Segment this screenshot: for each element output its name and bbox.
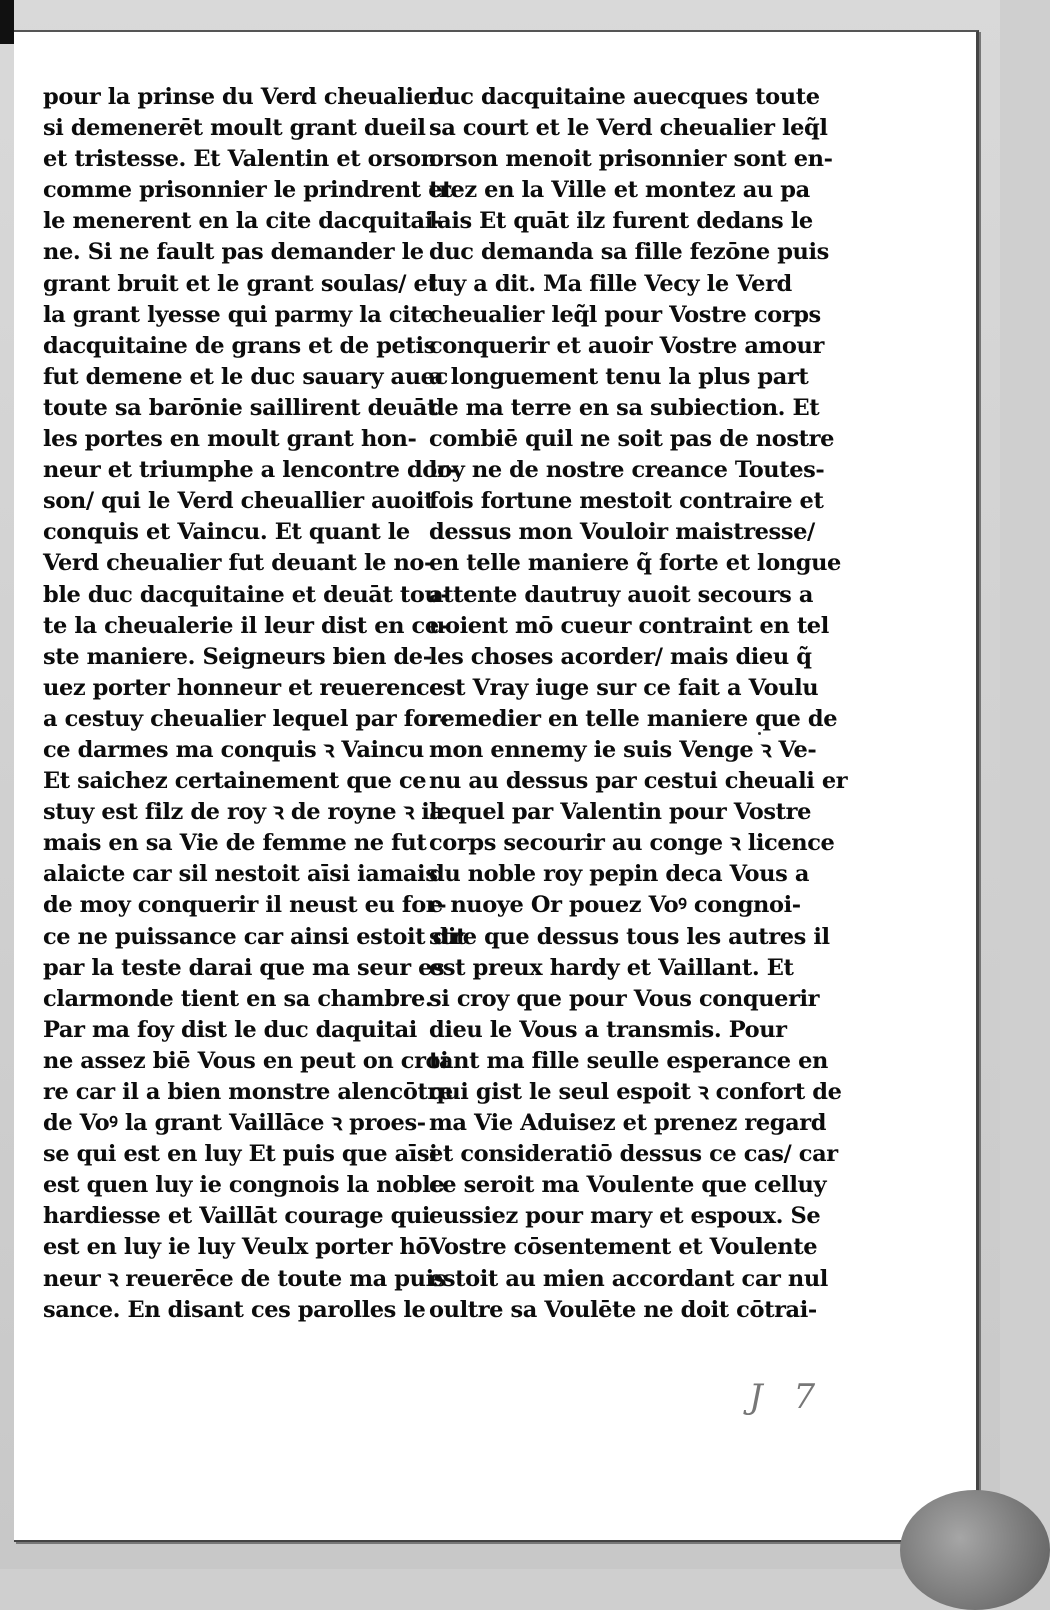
text-line: a longuement tenu la plus part bbox=[429, 363, 809, 390]
text-line: du noble roy pepin deca Vous a bbox=[429, 861, 810, 888]
text-line: luy a dit. Ma fille Vecy le Verd bbox=[429, 270, 792, 297]
text-line: stre que dessus tous les autres il bbox=[429, 923, 830, 950]
text-line: dieu le Vous a transmis. Pour bbox=[429, 1016, 787, 1043]
text-line: Verd cheualier fut deuant le no- bbox=[43, 550, 433, 577]
text-line: neur ꝛ reuerēce de toute ma puis bbox=[43, 1265, 446, 1292]
text-line: trez en la Ville et montez au pa bbox=[429, 177, 810, 204]
right-text-column bbox=[429, 82, 848, 1326]
text-line: est Vray iuge sur ce fait a Voulu bbox=[429, 674, 819, 701]
text-line: remedier en telle maniere que de bbox=[429, 705, 838, 732]
text-line: si croy que pour Vous conquerir bbox=[429, 985, 820, 1012]
text-line: nu au dessus par cestui cheuali er bbox=[429, 768, 848, 795]
text-line: re car il a bien monstre alencōtre bbox=[43, 1079, 453, 1105]
text-line: dacquitaine de grans et de petis bbox=[43, 332, 436, 359]
text-line: est en luy ie luy Veulx porter hō bbox=[43, 1234, 431, 1261]
text-line: attente dautruy auoit secours a bbox=[429, 581, 814, 608]
text-line: corps secourir au conge ꝛ licence bbox=[429, 830, 835, 857]
text-line: lais Et quāt ilz furent dedans le bbox=[429, 208, 813, 235]
text-line: par la teste darai que ma seur es bbox=[43, 954, 445, 981]
text-line: sance. En disant ces parolles le bbox=[43, 1296, 426, 1323]
text-line: de ma terre en sa subiection. Et bbox=[429, 394, 820, 421]
text-line: ste maniere. Seigneurs bien de- bbox=[43, 643, 432, 670]
ink-speck bbox=[758, 732, 761, 735]
text-line: clarmonde tient en sa chambre. bbox=[43, 985, 433, 1012]
text-line: combiē quil ne soit pas de nostre bbox=[429, 426, 835, 453]
text-line: stuy est filz de roy ꝛ de royne ꝛ ia bbox=[43, 799, 444, 826]
text-line: conquis et Vaincu. Et quant le bbox=[43, 519, 410, 546]
text-line: la grant lyesse qui parmy la cite bbox=[43, 301, 435, 328]
text-line: pour la prinse du Verd cheualier bbox=[43, 84, 439, 110]
text-line: ne. Si ne fault pas demander le bbox=[43, 239, 424, 266]
text-line: en telle maniere q̃ forte et longue bbox=[429, 550, 841, 577]
text-line: est quen luy ie congnois la noble bbox=[43, 1172, 445, 1199]
text-line: loy ne de nostre creance Toutes- bbox=[429, 457, 825, 484]
text-line: se qui est en luy Et puis que aīsi bbox=[43, 1141, 438, 1168]
binding-edge bbox=[0, 0, 14, 44]
text-line: te la cheualerie il leur dist en ce- bbox=[43, 612, 448, 639]
text-line: alaicte car sil nestoit aīsi iamais bbox=[43, 861, 438, 888]
text-line: a cestuy cheualier lequel par for- bbox=[43, 705, 449, 732]
text-line: ble duc dacquitaine et deuāt tou- bbox=[43, 581, 450, 608]
text-line: lequel par Valentin pour Vostre bbox=[429, 799, 811, 826]
text-line: fut demene et le duc sauary auec bbox=[43, 363, 448, 390]
text-line: de Voꝰ la grant Vaillāce ꝛ proes- bbox=[43, 1110, 426, 1137]
text-line: e nuoye Or pouez Voꝰ congnoi- bbox=[429, 892, 801, 919]
text-line: ma Vie Aduisez et prenez regard bbox=[429, 1110, 827, 1137]
text-line: estoit au mien accordant car nul bbox=[429, 1265, 828, 1292]
text-line: uoient mō cueur contraint en tel bbox=[429, 612, 829, 639]
text-line: ce ne puissance car ainsi estoit dit bbox=[43, 923, 467, 950]
text-line: de moy conquerir il neust eu for- bbox=[43, 892, 447, 919]
text-line: ce seroit ma Voulente que celluy bbox=[429, 1172, 827, 1199]
text-line: cheualier leq̃l pour Vostre corps bbox=[429, 301, 821, 328]
text-line: sa court et le Verd cheualier leq̃l bbox=[429, 115, 828, 142]
text-line: orson menoit prisonnier sont en- bbox=[429, 146, 833, 173]
text-line: conquerir et auoir Vostre amour bbox=[429, 332, 824, 359]
text-line: duc dacquitaine auecques toute bbox=[429, 84, 820, 110]
text-line: hardiesse et Vaillāt courage qui bbox=[43, 1203, 431, 1230]
text-line: le menerent en la cite dacquitai- bbox=[43, 208, 442, 235]
text-line: les portes en moult grant hon- bbox=[43, 426, 417, 453]
text-line: et consideratiō dessus ce cas/ car bbox=[429, 1141, 838, 1168]
text-line: ne assez biē Vous en peut on croi bbox=[43, 1047, 449, 1074]
thumb-shadow bbox=[900, 1490, 1050, 1610]
text-line: est preux hardy et Vaillant. Et bbox=[429, 954, 794, 981]
text-line: duc demanda sa fille fezōne puis bbox=[429, 239, 829, 266]
text-line: ce darmes ma conquis ꝛ Vaincu bbox=[43, 736, 424, 763]
text-line: grant bruit et le grant soulas/ et bbox=[43, 270, 438, 297]
text-line: et tristesse. Et Valentin et orson bbox=[43, 146, 437, 173]
text-line: Par ma foy dist le duc daquitai bbox=[43, 1016, 417, 1043]
text-line: eussiez pour mary et espoux. Se bbox=[429, 1203, 821, 1230]
text-line: Et saichez certainement que ce bbox=[43, 768, 427, 795]
text-line: son/ qui le Verd cheuallier auoit bbox=[43, 488, 435, 515]
text-line: oultre sa Voulēte ne doit cōtrai- bbox=[429, 1296, 817, 1323]
text-line: Vostre cōsentement et Voulente bbox=[429, 1234, 818, 1261]
book-page bbox=[14, 30, 979, 1542]
text-line: neur et triumphe a lencontre dor- bbox=[43, 457, 458, 484]
text-line: qui gist le seul espoit ꝛ confort de bbox=[429, 1079, 842, 1105]
text-line: tant ma fille seulle esperance en bbox=[429, 1047, 828, 1074]
text-line: si demenerēt moult grant dueil bbox=[43, 115, 426, 142]
signature-mark: J 7 bbox=[749, 1377, 826, 1417]
text-line: mais en sa Vie de femme ne fut bbox=[43, 830, 427, 857]
text-line: dessus mon Vouloir maistresse/ bbox=[429, 519, 815, 546]
text-line: les choses acorder/ mais dieu q̃ bbox=[429, 643, 812, 670]
text-line: fois fortune mestoit contraire et bbox=[429, 488, 824, 515]
text-line: toute sa barōnie saillirent deuāt bbox=[43, 394, 437, 421]
text-line: mon ennemy ie suis Venge ꝛ Ve- bbox=[429, 736, 817, 763]
text-line: uez porter honneur et reuerence bbox=[43, 674, 444, 701]
text-line: comme prisonnier le prindrent et bbox=[43, 177, 453, 204]
left-text-column bbox=[43, 82, 467, 1326]
